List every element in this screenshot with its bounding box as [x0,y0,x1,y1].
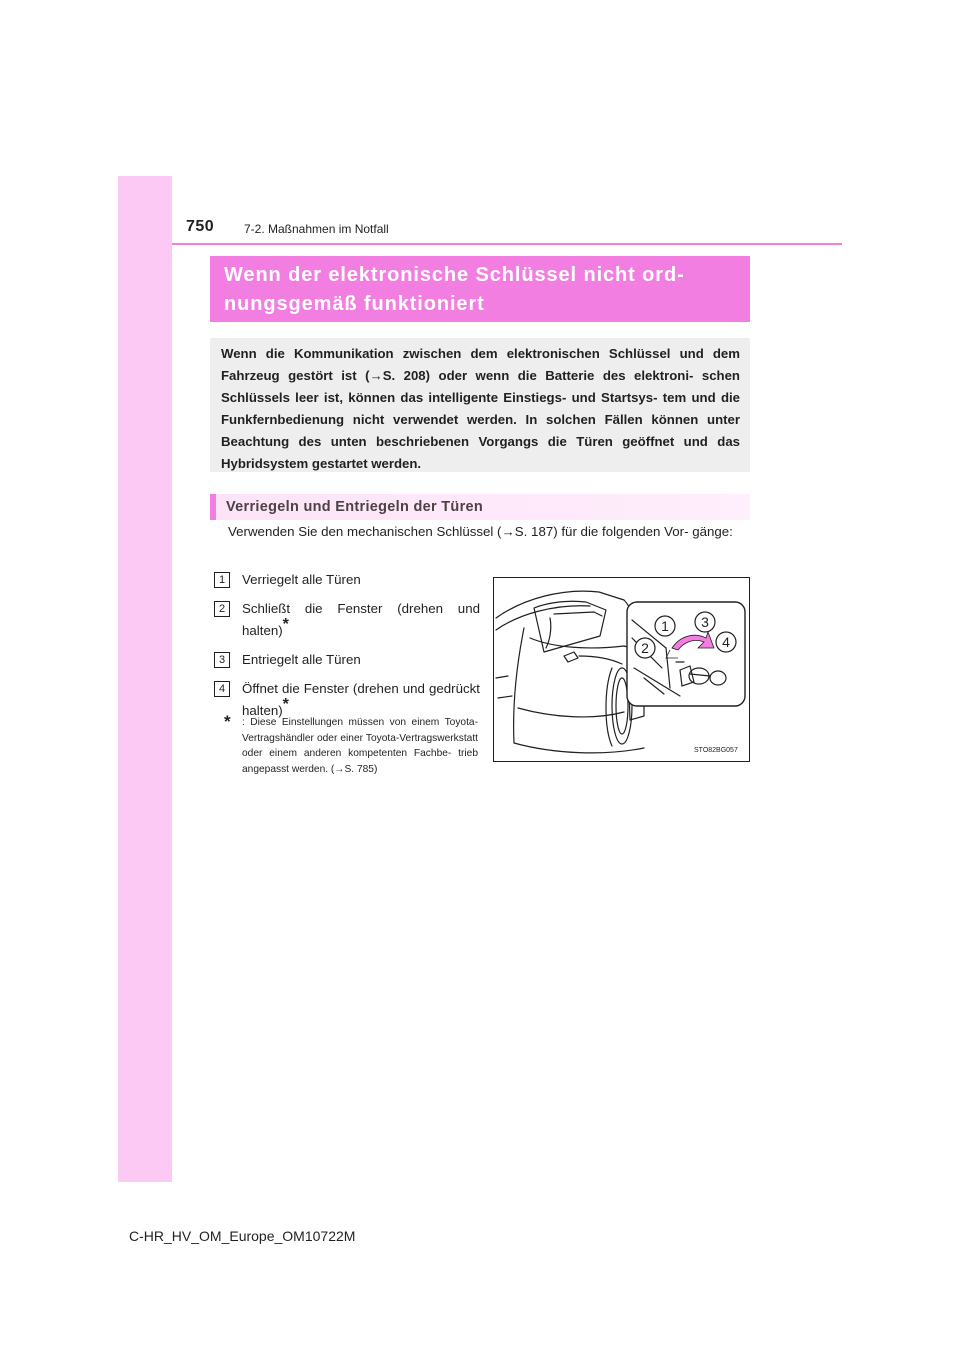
callout-2: 2 [641,640,649,656]
callout-1: 1 [661,618,669,634]
sub-heading: Verriegeln und Entriegeln der Türen [210,494,750,520]
main-heading-line-2: nungsgemäß funktioniert [224,293,485,315]
page-number: 750 [186,218,215,235]
step-text: Verriegelt alle Türen [242,572,361,587]
step-item [214,598,480,642]
step-number-box: 3 [214,652,230,668]
step-text: Schließt die Fenster (drehen und halten) [242,601,480,638]
step-asterisk: * [282,695,289,713]
step-item [214,569,480,591]
figure-code: STO82BG057 [694,747,738,754]
car-door-lock-drawing [494,578,749,761]
main-heading-line-1: Wenn der elektronische Schlüssel nicht ord- [224,264,685,286]
step-text: Entriegelt alle Türen [242,652,361,667]
main-heading [210,256,750,322]
footer-doc-id: C-HR_HV_OM_Europe_OM10722M [129,1228,356,1244]
footnote-text: : Diese Einstellungen müssen von einem Toyota-Vertragshändler oder einer Toyota-Vertragswerkstatt oder einem anderen kompetenten Fachbe- trieb angepasst werden. (→S. 785) [242,717,478,775]
header-rule [172,243,842,245]
body-text: Verwenden Sie den mechanischen Schlüssel (→S. 187) für die folgenden Vor- gänge: [228,524,733,539]
intro-box [210,338,750,472]
section-title: 7-2. Maßnahmen im Notfall [244,222,389,236]
footnote-asterisk: * [224,712,231,731]
step-text: Öffnet die Fenster (drehen und gedrückt halten) [242,681,480,718]
step-number-box: 2 [214,601,230,617]
steps-list [214,569,480,729]
door-key-illustration [493,577,750,762]
callout-3: 3 [701,614,709,630]
step-number-box: 1 [214,572,230,588]
step-asterisk: * [282,615,289,633]
step-item [214,649,480,671]
side-tab-band [118,176,172,1182]
step-number-box: 4 [214,681,230,697]
footnote [224,712,478,777]
intro-text: Wenn die Kommunikation zwischen dem elektronischen Schlüssel und dem Fahrzeug gestört ist (→S. 208) oder wenn die Batterie des elektroni- schen Schlüssels leer ist, können das intelligente Einstiegs- und Startsys- tem und die Funkfernbedienung nicht verwendet werden. In solchen Fällen können unter Beachtung des unten beschriebenen Vorgangs die Türen geöffnet und das Hybridsystem gestartet werden. [221,346,740,471]
callout-4: 4 [722,634,730,650]
